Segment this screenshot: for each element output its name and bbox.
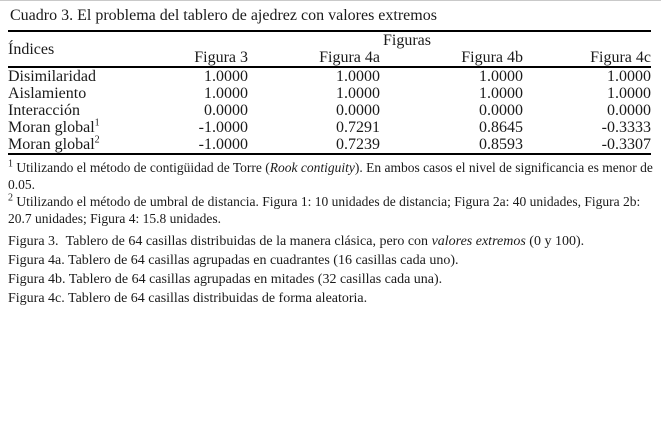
caption-figura-3-italic-text: valores extremos — [431, 234, 526, 249]
caption-figura-4b-text: Tablero de 64 casillas agrupadas en mitades (32 casillas cada una). — [65, 272, 443, 287]
column-header-figura-4b: Figura 4b — [461, 49, 523, 66]
footnote-1-text: Utilizando el método de contigüidad de Torre ( — [13, 160, 270, 175]
cell-value: -1.0000 — [198, 119, 248, 136]
row-label — [8, 136, 163, 154]
caption-figura-4c — [8, 289, 653, 308]
row-label-text: Moran global — [8, 136, 95, 153]
cell-value: 1.0000 — [479, 68, 523, 85]
cell-value: 0.0000 — [336, 102, 380, 119]
cell-value: -1.0000 — [198, 136, 248, 153]
cell-value: 0.0000 — [607, 102, 651, 119]
table-row — [8, 102, 651, 119]
row-header-label: Índices — [8, 40, 55, 58]
cell-value: 0.7291 — [336, 119, 380, 136]
cell-value: 1.0000 — [204, 68, 248, 85]
group-header: Figuras — [383, 32, 431, 49]
figure-captions-block — [8, 232, 653, 308]
cell-value: 0.0000 — [479, 102, 523, 119]
footnote-1-italic-text: Rook contiguity — [269, 160, 355, 175]
column-header-figura-3: Figura 3 — [194, 49, 248, 66]
cell-value: 1.0000 — [204, 85, 248, 102]
footnote-2-text: Utilizando el método de umbral de distancia. Figura 1: 10 unidades de distancia; Figura 2a: 40 unidades, Figura 2b: 20.7 unidades; Figura 4: 15.8 unidades. — [8, 194, 641, 226]
caption-figura-4c-text: Tablero de 64 casillas distribuidas de forma aleatoria. — [64, 291, 368, 306]
cell-value: 1.0000 — [336, 85, 380, 102]
column-header-figura-4c: Figura 4c — [590, 49, 651, 66]
caption-figura-3-text: Tablero de 64 casillas distribuidas de la manera clásica, pero con — [58, 234, 432, 249]
cell-value: 0.0000 — [204, 102, 248, 119]
row-label — [8, 85, 163, 102]
table-row — [8, 67, 651, 85]
cell-value: 0.8645 — [479, 119, 523, 136]
caption-figura-4a-label: Figura 4a. — [8, 253, 65, 268]
statistics-table — [8, 30, 651, 155]
caption-figura-4a-text: Tablero de 64 casillas agrupadas en cuadrantes (16 casillas cada uno). — [64, 253, 459, 268]
caption-figura-3-text-after: (0 y 100). — [525, 234, 585, 249]
cell-value: 1.0000 — [336, 68, 380, 85]
table-row — [8, 136, 651, 154]
caption-figura-4a — [8, 251, 653, 270]
row-label-superscript: 1 — [94, 117, 100, 129]
row-label-text: Disimilaridad — [8, 68, 96, 85]
caption-figura-4b-label: Figura 4b. — [8, 272, 66, 287]
row-label — [8, 119, 163, 136]
table-header — [8, 31, 651, 67]
footnote-1 — [8, 159, 653, 193]
cell-value: 0.7239 — [336, 136, 380, 153]
row-label-superscript: 2 — [94, 134, 100, 146]
footnote-1-text-after: ). En ambos casos el nivel de significancia es menor de 0.05. — [8, 160, 653, 192]
cell-value: -0.3307 — [601, 136, 651, 153]
footnote-2 — [8, 193, 653, 227]
row-label — [8, 102, 163, 119]
table-title: Cuadro 3. El problema del tablero de ajedrez con valores extremos — [10, 7, 437, 24]
row-label — [8, 67, 163, 85]
caption-figura-4b — [8, 270, 653, 289]
table-row — [8, 119, 651, 136]
footnote-2-marker: 2 — [8, 192, 13, 204]
row-label-text: Interacción — [8, 102, 80, 119]
table-body — [8, 67, 651, 154]
row-label-text: Aislamiento — [8, 85, 87, 102]
cell-value: 1.0000 — [607, 68, 651, 85]
group-header-row — [8, 31, 651, 49]
footnotes-block — [8, 159, 653, 227]
column-header-figura-4a: Figura 4a — [319, 49, 380, 66]
caption-figura-3-label: Figura 3. — [8, 234, 59, 249]
caption-figura-4c-label: Figura 4c. — [8, 291, 65, 306]
cell-value: -0.3333 — [601, 119, 651, 136]
cell-value: 1.0000 — [479, 85, 523, 102]
row-label-text: Moran global — [8, 119, 95, 136]
footnote-1-marker: 1 — [8, 158, 13, 170]
cell-value: 1.0000 — [607, 85, 651, 102]
caption-figura-3 — [8, 232, 653, 251]
cell-value: 0.8593 — [479, 136, 523, 153]
table-row — [8, 85, 651, 102]
